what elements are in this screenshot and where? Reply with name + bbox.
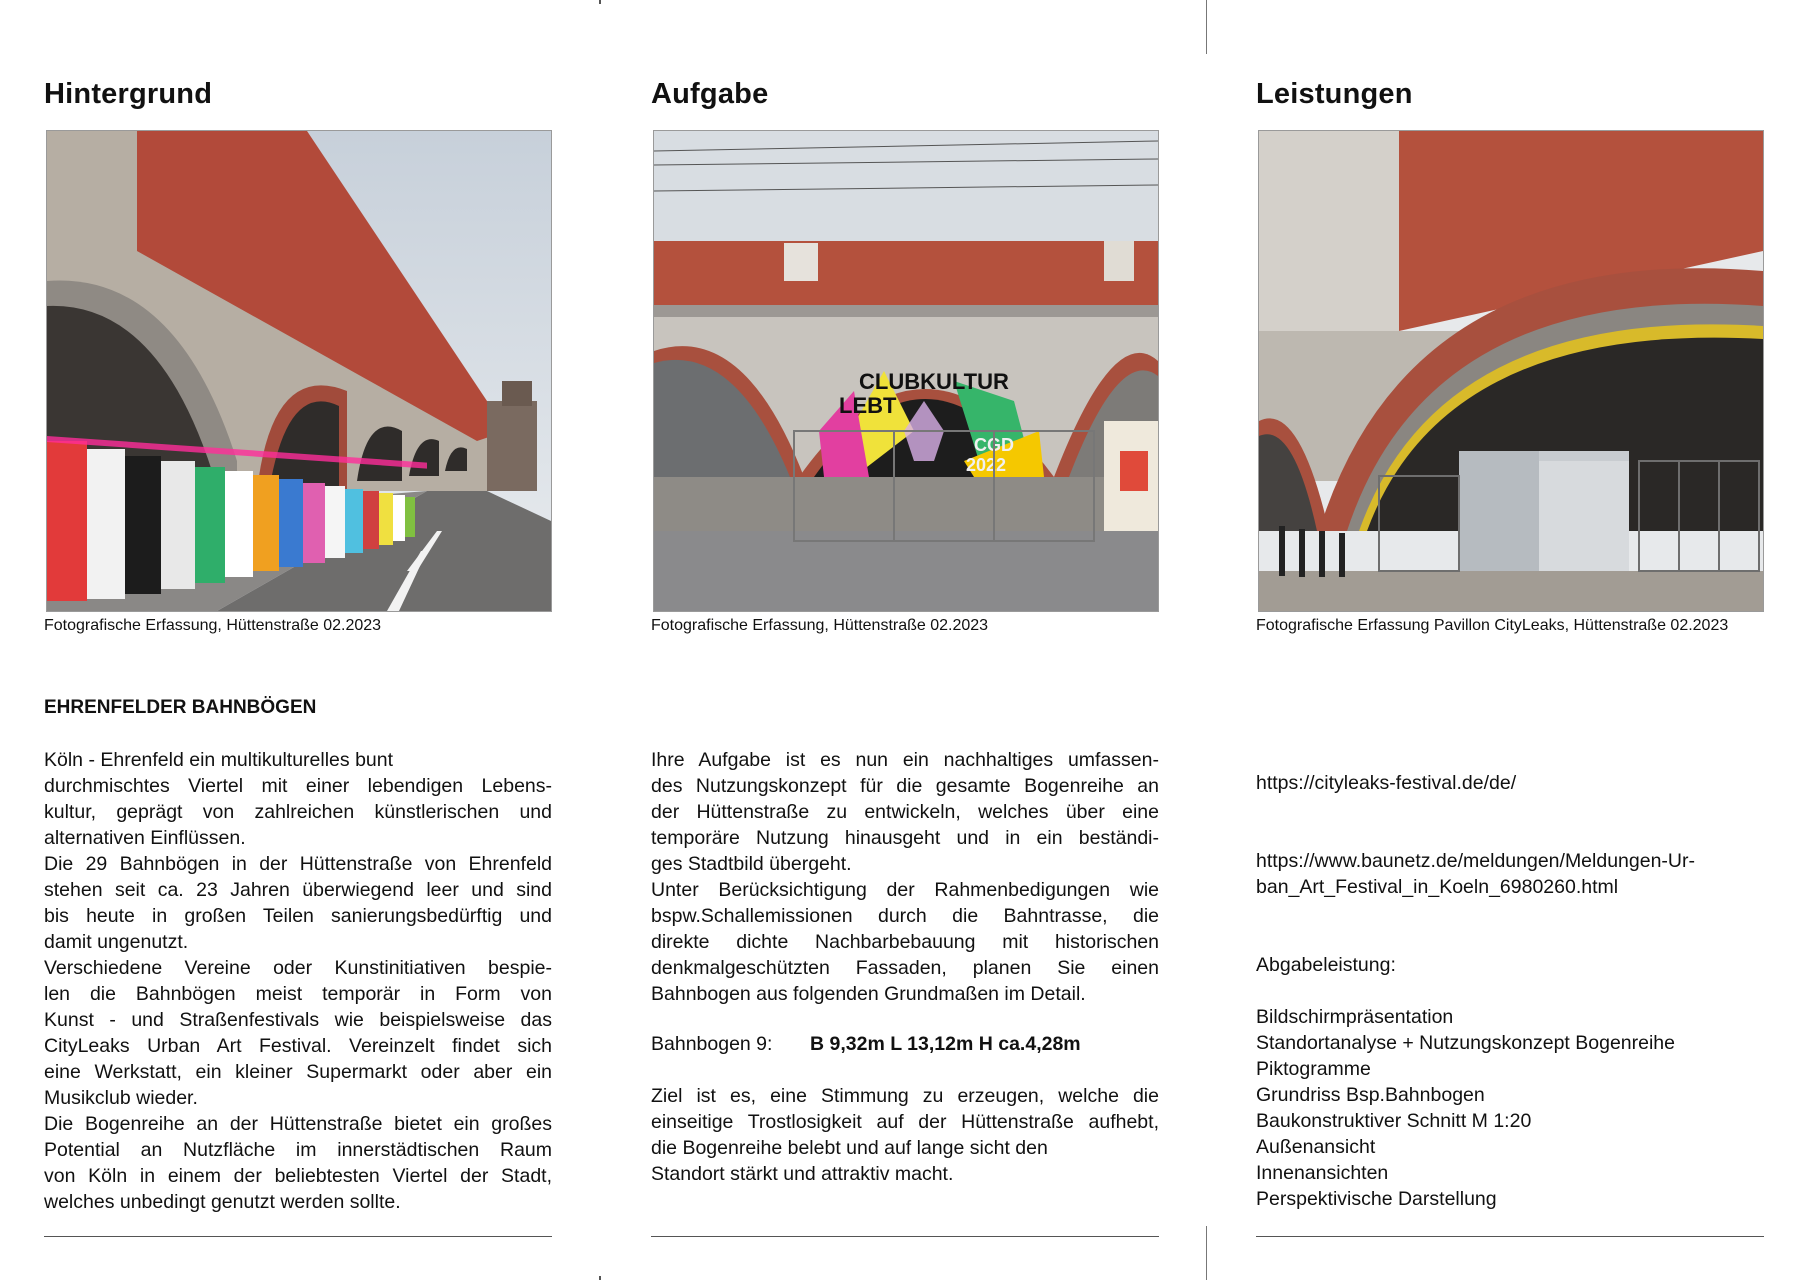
mural-text-clubkultur: CLUBKULTUR [859, 369, 1009, 394]
background-text [44, 747, 552, 1215]
text-line: Musikclub wieder. [44, 1087, 198, 1109]
text-line: Verschiedene Vereine oder Kunstinitiativen bespie- [44, 957, 552, 979]
column-aufgabe [651, 0, 1159, 1280]
photo-caption: Fotografische Erfassung, Hüttenstraße 02.2023 [651, 617, 989, 634]
column-hintergrund [44, 0, 552, 1280]
deliverables-title: Abgabeleistung: [1256, 954, 1396, 976]
text-line: durchmischtes Viertel mit einer lebendigen Lebens- [44, 775, 552, 797]
heading-hintergrund: Hintergrund [44, 78, 213, 110]
list-item: Perspektivische Darstellung [1256, 1188, 1497, 1210]
text-line: bspw.Schallemissionen durch die Bahntrasse, die [651, 905, 1159, 927]
goal-text [651, 1083, 1159, 1187]
column-separator-bottom [1206, 1226, 1207, 1280]
text-line: denkmalgeschützten Fassaden, planen Sie einen [651, 957, 1159, 979]
dimension-label: Bahnbogen 9: [651, 1033, 773, 1055]
list-item: Innenansichten [1256, 1162, 1389, 1184]
heading-leistungen: Leistungen [1256, 78, 1413, 110]
bottom-rule [1256, 1236, 1764, 1237]
list-item: Bildschirmpräsentation [1256, 1006, 1454, 1028]
text-line: direkte dichte Nachbarbebauung mit historischen [651, 931, 1159, 953]
text-line: Die 29 Bahnbögen in der Hüttenstraße von Ehrenfeld [44, 853, 552, 875]
bottom-rule [44, 1236, 552, 1237]
text-line: Standort stärkt und attraktiv macht. [651, 1163, 954, 1185]
heading-aufgabe: Aufgabe [651, 78, 769, 110]
text-line: bis heute in großen Teilen sanierungsbedürftig und [44, 905, 552, 927]
list-item: Baukonstruktiver Schnitt M 1:20 [1256, 1110, 1532, 1132]
text-line: Potential an Nutzfläche im innerstädtischen Raum [44, 1139, 552, 1161]
fold-mark-top [599, 0, 601, 4]
photo-caption: Fotografische Erfassung, Hüttenstraße 02.2023 [44, 617, 382, 634]
fold-mark-bottom [599, 1276, 601, 1280]
text-line: Unter Berücksichtigung der Rahmenbedigungen wie [651, 879, 1159, 901]
section-title: EHRENFELDER BAHNBÖGEN [44, 697, 317, 718]
deliverables-list [1256, 1004, 1764, 1212]
dimension-line [651, 1031, 1159, 1057]
photo-clubkultur-arch [653, 130, 1159, 612]
photo-pavillon-arch [1258, 130, 1764, 612]
photo-caption: Fotografische Erfassung Pavillon CityLeaks, Hüttenstraße 02.2023 [1256, 617, 1729, 634]
dimension-value: B 9,32m L 13,12m H ca.4,28m [810, 1033, 1081, 1055]
list-item: Außenansicht [1256, 1136, 1376, 1158]
link-baunetz-line1[interactable]: https://www.baunetz.de/meldungen/Meldungen-Ur- [1256, 850, 1695, 872]
text-line: temporäre Nutzung hinausgeht und in ein beständi- [651, 827, 1159, 849]
text-line: Kunst - und Straßenfestivals wie beispielsweise das [44, 1009, 552, 1031]
text-line: len die Bahnbögen meist temporär in Form von [44, 983, 552, 1005]
text-line: des Nutzungskonzept für die gesamte Bogenreihe an [651, 775, 1159, 797]
task-text [651, 747, 1159, 1007]
text-line: damit ungenutzt. [44, 931, 189, 953]
text-line: Die Bogenreihe an der Hüttenstraße bietet ein großes [44, 1113, 552, 1135]
column-separator-top [1206, 0, 1207, 54]
text-line: CityLeaks Urban Art Festival. Vereinzelt findet sich [44, 1035, 552, 1057]
text-line: Köln - Ehrenfeld ein multikulturelles bunt [44, 749, 394, 771]
text-line: von Köln in einem der beliebtesten Viertel der Stadt, [44, 1165, 552, 1187]
text-line: einseitige Trostlosigkeit auf der Hüttenstraße aufhebt, [651, 1111, 1159, 1133]
text-line: Ziel ist es, eine Stimmung zu erzeugen, welche die [651, 1085, 1159, 1107]
text-line: alternativen Einflüssen. [44, 827, 246, 849]
list-item: Piktogramme [1256, 1058, 1371, 1080]
text-line: eine Werkstatt, ein kleiner Supermarkt oder aber ein [44, 1061, 552, 1083]
text-line: Ihre Aufgabe ist es nun ein nachhaltiges umfassen- [651, 749, 1159, 771]
text-line: welches unbedingt genutzt werden sollte. [44, 1191, 401, 1213]
text-line: kultur, geprägt von zahlreichen künstlerischen und [44, 801, 552, 823]
list-item: Standortanalyse + Nutzungskonzept Bogenreihe [1256, 1032, 1675, 1054]
link-baunetz-line2[interactable]: ban_Art_Festival_in_Koeln_6980260.html [1256, 876, 1619, 898]
text-line: ges Stadtbild übergeht. [651, 853, 852, 875]
link-cityleaks[interactable]: https://cityleaks-festival.de/de/ [1256, 772, 1517, 794]
photo-street-arches [46, 130, 552, 612]
text-line: Bahnbogen aus folgenden Grundmaßen im Detail. [651, 983, 1086, 1005]
text-line: der Hüttenstraße zu entwickeln, welches über eine [651, 801, 1159, 823]
mural-text-year: 2022 [966, 455, 1007, 475]
mural-text-lebt: LEBT [839, 393, 897, 418]
column-leistungen [1256, 0, 1764, 1280]
text-line: stehen seit ca. 23 Jahren überwiegend leer und sind [44, 879, 552, 901]
list-item: Grundriss Bsp.Bahnbogen [1256, 1084, 1485, 1106]
bottom-rule [651, 1236, 1159, 1237]
text-line: die Bogenreihe belebt und auf lange sicht den [651, 1137, 1048, 1159]
mural-text-cgd: CGD [974, 435, 1014, 455]
